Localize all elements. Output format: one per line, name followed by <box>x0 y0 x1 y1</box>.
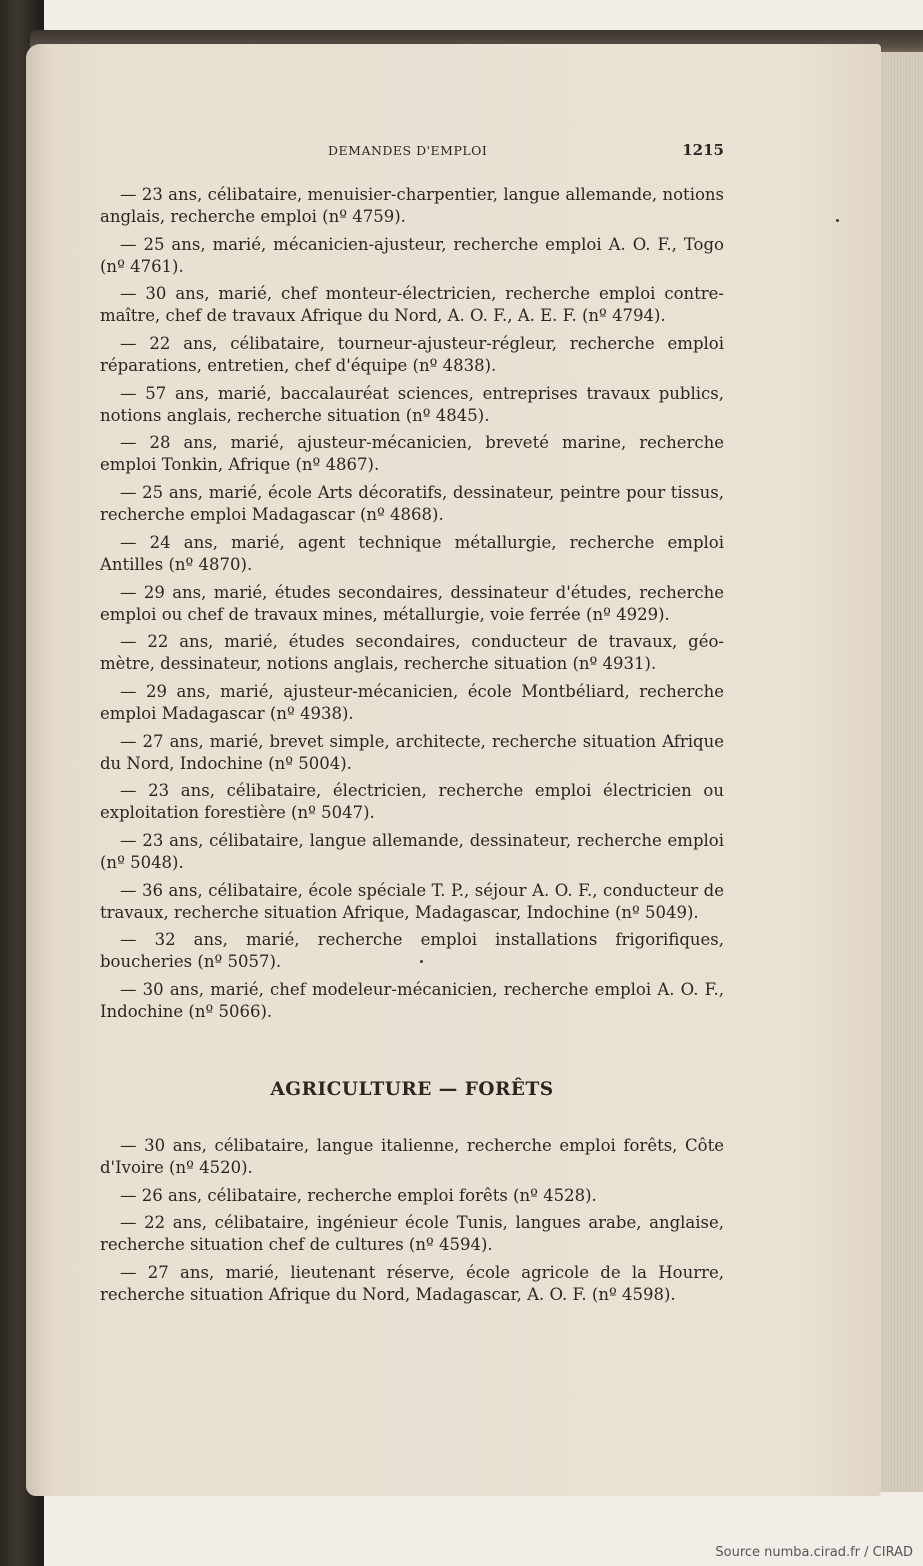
job-request-entry: — 23 ans, célibataire, électricien, recherche emploi électricien ou exploitation forestière (nº 5047). <box>100 781 724 823</box>
job-request-entry: — 29 ans, marié, études secondaires, dessinateur d'études, recherche emploi ou chef de travaux mines, métallurgie, voie ferrée (nº 4929). <box>100 582 724 624</box>
job-request-entry: — 22 ans, célibataire, tourneur-ajusteur-régleur, recherche emploi réparations, entretien, chef d'équipe (nº 4838). <box>100 334 724 376</box>
agriculture-entry: — 26 ans, célibataire, recherche emploi forêts (nº 4528). <box>120 1185 597 1205</box>
job-request-entry: — 22 ans, marié, études secondaires, conducteur de travaux, géo-mètre, dessinateur, notions anglais, recherche situation (nº 4931). <box>100 632 724 674</box>
agriculture-entry: — 30 ans, célibataire, langue italienne, recherche emploi forêts, Côte d'Ivoire (nº 4520). <box>100 1136 724 1177</box>
job-request-entry: — 24 ans, marié, agent technique métallurgie, recherche emploi Antilles (nº 4870). <box>100 532 724 574</box>
job-request-entry: — 23 ans, célibataire, menuisier-charpentier, langue allemande, notions anglais, recherche emploi (nº 4759). <box>100 185 724 226</box>
page-body <box>100 184 724 1312</box>
running-title: DEMANDES D'EMPLOI <box>328 143 488 158</box>
job-request-entry: — 28 ans, marié, ajusteur-mécanicien, breveté marine, recherche emploi Tonkin, Afrique (nº 4867). <box>100 433 724 475</box>
agriculture-entry: — 22 ans, célibataire, ingénieur école Tunis, langues arabe, anglaise, recherche situation chef de cultures (nº 4594). <box>100 1213 724 1255</box>
job-request-entry: — 23 ans, célibataire, langue allemande, dessinateur, recherche emploi (nº 5048). <box>100 830 724 872</box>
job-request-entry: — 29 ans, marié, ajusteur-mécanicien, école Montbéliard, recherche emploi Madagascar (nº 4938). <box>100 681 724 723</box>
job-request-entry: — 27 ans, marié, brevet simple, architecte, recherche situation Afrique du Nord, Indochine (nº 5004). <box>100 731 724 773</box>
paper-speck <box>420 960 423 963</box>
page-header <box>100 143 724 163</box>
agriculture-entry: — 27 ans, marié, lieutenant réserve, école agricole de la Hourre, recherche situation Afrique du Nord, Madagascar, A. O. F. (nº 4598). <box>100 1263 724 1305</box>
job-request-entry: — 30 ans, marié, chef modeleur-mécanicien, recherche emploi A. O. F., Indochine (nº 5066). <box>100 980 724 1021</box>
section-title: AGRICULTURE — FORÊTS <box>270 1079 554 1100</box>
job-request-entry: — 32 ans, marié, recherche emploi installations frigorifiques, boucheries (nº 5057). <box>100 930 724 972</box>
job-request-entry: — 25 ans, marié, école Arts décoratifs, dessinateur, peintre pour tissus, recherche emploi Madagascar (nº 4868). <box>100 483 724 525</box>
job-request-entry: — 57 ans, marié, baccalauréat sciences, entreprises travaux publics, notions anglais, recherche situation (nº 4845). <box>100 383 724 425</box>
paper-speck <box>836 219 839 222</box>
page-number: 1215 <box>682 141 724 159</box>
source-credit: Source numba.cirad.fr / CIRAD <box>715 1545 913 1560</box>
page-stack-edge <box>875 52 923 1492</box>
job-request-entry: — 36 ans, célibataire, école spéciale T. P., séjour A. O. F., conducteur de travaux, recherche situation Afrique, Madagascar, Indochine (nº 5049). <box>100 880 724 922</box>
job-request-entry: — 30 ans, marié, chef monteur-électricien, recherche emploi contre-maître, chef de travaux Afrique du Nord, A. O. F., A. E. F. (nº 4794). <box>100 284 724 326</box>
job-request-entry: — 25 ans, marié, mécanicien-ajusteur, recherche emploi A. O. F., Togo (nº 4761). <box>100 234 724 276</box>
